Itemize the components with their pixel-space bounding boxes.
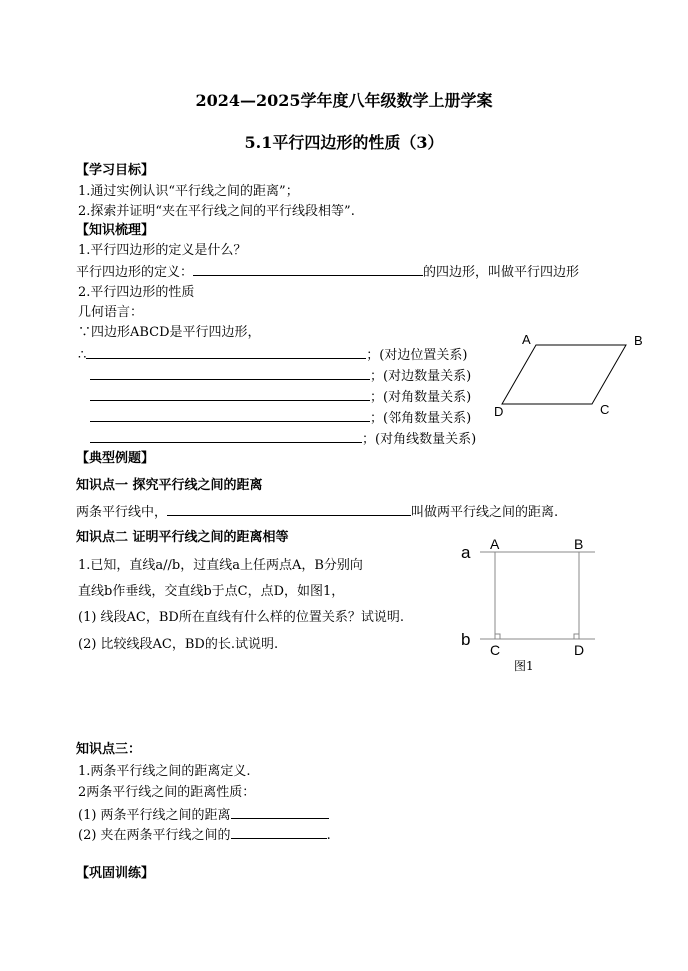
- figure-caption: 图1: [514, 659, 534, 673]
- page-title: 2024—2025学年度八年级数学上册学案: [195, 91, 493, 110]
- because-line: ∵四边形ABCD是平行四边形，: [78, 325, 261, 340]
- property-blank-3[interactable]: [90, 388, 370, 401]
- example-question-1: (1) 线段AC，BD所在直线有什么样的位置关系？试说明.: [78, 610, 404, 625]
- line-a-label: a: [461, 543, 471, 562]
- section-review: 【知识梳理】: [76, 223, 155, 238]
- property-line-2: [90, 367, 471, 385]
- figure-1: [455, 535, 605, 680]
- kp3-point-2-end: .: [326, 828, 331, 843]
- knowledge-point-2: 知识点二 证明平行线之间的距离相等: [76, 530, 289, 545]
- example-question-2: (2) 比较线段AC，BD的长.试说明.: [78, 637, 279, 652]
- point-d-label: D: [574, 642, 585, 658]
- knowledge-point-1: 知识点一 探究平行线之间的距离: [76, 478, 263, 493]
- section-practice: 【巩固训练】: [76, 866, 155, 881]
- definition-line: [76, 263, 579, 281]
- line-b-label: b: [461, 630, 471, 649]
- example-line-2: 直线b作垂线，交直线b于点C，点D，如图1，: [78, 584, 345, 599]
- property-blank-5[interactable]: [90, 430, 362, 443]
- knowledge-point-3: 知识点三：: [76, 742, 142, 757]
- property-line-3: [90, 388, 471, 406]
- property-blank-4[interactable]: [90, 409, 370, 422]
- vertex-c-label: C: [600, 402, 610, 417]
- section-goals: 【学习目标】: [76, 163, 155, 178]
- section-examples: 【典型例题】: [76, 451, 155, 466]
- parallelogram-shape: [502, 345, 626, 404]
- kp3-item-1: 1.两条平行线之间的距离定义.: [78, 764, 251, 779]
- goal-2: 2.探索并证明“夹在平行线之间的平行线段相等”.: [78, 204, 355, 219]
- kp1-prefix: 两条平行线中，: [76, 505, 168, 520]
- kp3-point-2-line: [78, 826, 331, 844]
- therefore-symbol: ∴: [78, 348, 87, 363]
- property-blank-1[interactable]: [86, 346, 366, 359]
- question-1: 1.平行四边形的定义是什么？: [78, 243, 247, 258]
- kp1-blank[interactable]: [167, 503, 411, 516]
- kp1-suffix: 叫做两平行线之间的距离.: [411, 505, 559, 520]
- point-c-label: C: [490, 642, 501, 658]
- kp3-blank-2[interactable]: [231, 826, 327, 839]
- vertex-d-label: D: [494, 404, 504, 419]
- definition-blank[interactable]: [193, 263, 423, 276]
- vertex-b-label: B: [634, 333, 643, 348]
- kp3-point-1-line: [78, 806, 329, 824]
- parallelogram-figure: [490, 328, 650, 423]
- definition-prefix: 平行四边形的定义：: [76, 265, 194, 280]
- goal-1: 1.通过实例认识“平行线之间的距离”；: [78, 184, 299, 199]
- lesson-title: 5.1平行四边形的性质（3）: [244, 133, 444, 152]
- kp3-point-1: (1) 两条平行线之间的距离: [78, 808, 231, 823]
- example-line-1: 1.已知，直线a//b，过直线a上任两点A，B分别向: [78, 558, 363, 573]
- question-2: 2.平行四边形的性质: [78, 285, 195, 300]
- vertex-a-label: A: [522, 332, 531, 347]
- property-label-3: ；(对角数量关系): [370, 390, 472, 405]
- kp3-point-2: (2) 夹在两条平行线之间的: [78, 828, 231, 843]
- kp3-item-2: 2两条平行线之间的距离性质：: [78, 785, 256, 800]
- point-a-label: A: [490, 536, 500, 552]
- property-label-2: ；(对边数量关系): [370, 369, 472, 384]
- property-blank-2[interactable]: [90, 367, 370, 380]
- property-label-5: ；(对角线数量关系): [362, 432, 477, 447]
- property-label-4: ；(邻角数量关系): [370, 411, 472, 426]
- property-line-1: [78, 346, 467, 364]
- point-b-label: B: [574, 536, 584, 552]
- property-label-1: ；(对边位置关系): [366, 348, 468, 363]
- right-angle-c: [495, 634, 500, 639]
- geometry-language: 几何语言：: [78, 305, 144, 320]
- property-line-5: [90, 430, 476, 448]
- definition-suffix: 的四边形，叫做平行四边形: [423, 265, 580, 280]
- property-line-4: [90, 409, 471, 427]
- kp1-line: [76, 503, 558, 521]
- right-angle-d: [574, 634, 579, 639]
- kp3-blank-1[interactable]: [231, 806, 329, 819]
